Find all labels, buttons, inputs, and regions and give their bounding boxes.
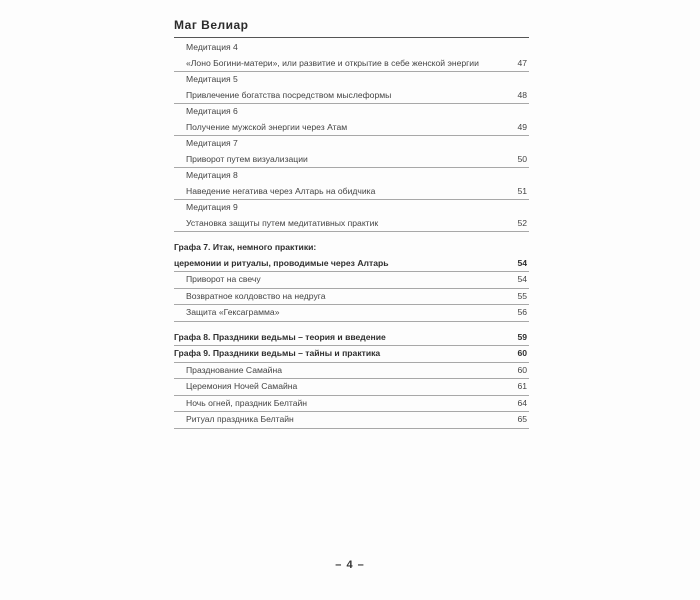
- toc-heading-meditation-7: Медитация 7: [186, 138, 238, 148]
- page-ref: 56: [516, 305, 527, 321]
- page-ref: 65: [516, 412, 527, 428]
- toc-entry[interactable]: Приворот путем визуализации 50: [174, 152, 529, 169]
- toc-chapter-8[interactable]: Графа 8. Праздники ведьмы – теория и введение 59: [174, 330, 529, 347]
- toc-entry[interactable]: Ритуал праздника Белтайн 65: [174, 412, 529, 429]
- page-ref: 54: [516, 272, 527, 288]
- toc-heading-meditation-4: Медитация 4: [186, 42, 238, 52]
- toc-entry[interactable]: Привлечение богатства посредством мыслеформы 48: [174, 88, 529, 105]
- page-ref: 47: [516, 56, 527, 72]
- page-ref: 61: [516, 379, 527, 395]
- page-ref: 59: [516, 330, 527, 346]
- page-ref: 49: [516, 120, 527, 136]
- toc-entry[interactable]: Приворот на свечу 54: [174, 272, 529, 289]
- toc-chapter-7-subtitle[interactable]: церемонии и ритуалы, проводимые через Алтарь 54: [174, 256, 529, 273]
- page-ref: 54: [516, 256, 527, 272]
- page-ref: 64: [516, 396, 527, 412]
- toc-entry[interactable]: «Лоно Богини-матери», или развитие и открытие в себе женской энергии 47: [174, 56, 529, 73]
- toc-entry[interactable]: Установка защиты путем медитативных практик 52: [174, 216, 529, 233]
- running-header: [174, 13, 529, 38]
- spacer: [174, 322, 529, 330]
- page-ref: 50: [516, 152, 527, 168]
- page-ref: 55: [516, 289, 527, 305]
- page-ref: 60: [516, 346, 527, 362]
- page-number: – 4 –: [335, 559, 365, 571]
- toc-entry[interactable]: Получение мужской энергии через Атам 49: [174, 120, 529, 137]
- author-name: Маг Велиар: [174, 18, 249, 32]
- toc-chapter-9[interactable]: Графа 9. Праздники ведьмы – тайны и практика 60: [174, 346, 529, 363]
- toc-entry[interactable]: Празднование Самайна 60: [174, 363, 529, 380]
- spacer: [174, 232, 529, 240]
- toc-chapter-7-title[interactable]: Графа 7. Итак, немного практики:: [174, 242, 317, 252]
- toc-heading-meditation-5: Медитация 5: [186, 74, 238, 84]
- toc-entry[interactable]: Церемония Ночей Самайна 61: [174, 379, 529, 396]
- page-ref: 52: [516, 216, 527, 232]
- toc-heading-meditation-6: Медитация 6: [186, 106, 238, 116]
- toc-entry[interactable]: Наведение негатива через Алтарь на обидчика 51: [174, 184, 529, 201]
- toc-entry[interactable]: Возвратное колдовство на недруга 55: [174, 289, 529, 306]
- toc-entry[interactable]: Защита «Гексаграмма» 56: [174, 305, 529, 322]
- page-ref: 60: [516, 363, 527, 379]
- page-ref: 51: [516, 184, 527, 200]
- table-of-contents: [174, 40, 529, 429]
- toc-heading-meditation-8: Медитация 8: [186, 170, 238, 180]
- toc-heading-meditation-9: Медитация 9: [186, 202, 238, 212]
- toc-entry[interactable]: Ночь огней, праздник Белтайн 64: [174, 396, 529, 413]
- page-ref: 48: [516, 88, 527, 104]
